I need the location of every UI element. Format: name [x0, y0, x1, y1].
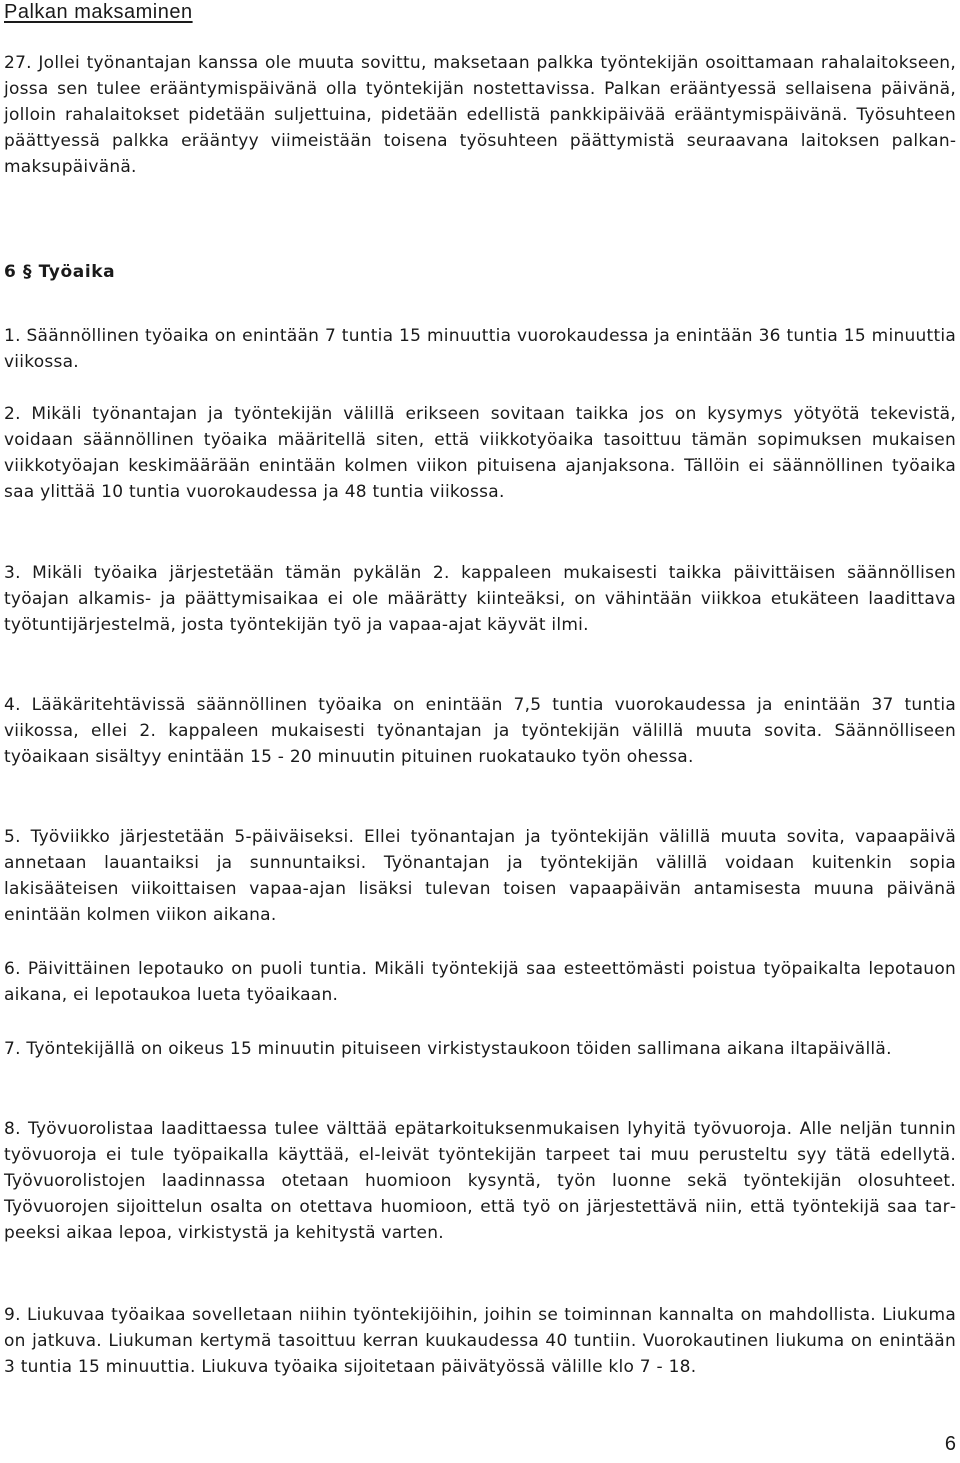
section-symbol: §: [22, 262, 33, 282]
paragraph-3: 3. Mikäli työaika järjestetään tämän pykälän 2. kappaleen mukaisesti taikka päivittäisen säännöllisen työajan alkamis- ja päättymisaikaa ei ole määrätty kiinteäksi, on vähintään viikkoa etukäteen laadittava työtuntijärjestelmä, josta työntekijän työ ja vapaa-ajat käyvät ilmi.: [4, 563, 956, 635]
page-number: 6: [944, 1433, 956, 1455]
paragraph-5: 5. Työviikko järjestetään 5-päiväiseksi. Ellei työnantajan ja työntekijän välillä muuta sovita, vapaapäivä annetaan lauantaiksi ja sunnuntaiksi. Työnantajan ja työntekijän välillä voidaan kuitenkin sopia lakisääteisen viikoittaisen vapaa-ajan lisäksi tulevan toisen vapaapäivän antamisesta muuna päivänä enintään kolmen viikon aikana.: [4, 827, 956, 925]
paragraph-27: 27. Jollei työnantajan kanssa ole muuta sovittu, maksetaan palkka työntekijän osoittamaan rahalaitokseen, jossa sen tulee erääntymispäivänä olla työntekijän nostettavissa. Palkan erääntyessä sellaisena päivänä, jolloin rahalaitokset pidetään suljettuina, pidetään edellistä pankkipäivää erääntymispäivänä. Työsuhteen päättyessä palkka erääntyy viimeistään toisena työsuhteen päättymistä seuraavana laitoksen palkanmaksupäivänä.: [4, 53, 956, 177]
paragraph-8: 8. Työvuorolistaa laadittaessa tulee välttää epätarkoituksenmukaisen lyhyitä työvuoroja. Alle neljän tunnin työvuoroja ei tule työpaikalla käyttää, el-leivät työntekijän tarpeet tai muu perusteltu syy tätä edellytä. Työvuorolistojen laadinnassa otetaan huomioon kysyntä, työn luonne sekä työntekijän olosuhteet. Työvuorojen sijoittelun osalta on otettava huomioon, että työ on järjestettävä niin, että työntekijä saa tarpeeksi aikaa lepoa, virkistystä ja kehitystä varten.: [4, 1119, 956, 1243]
chapter-heading: [4, 259, 115, 285]
chapter-title: Työaika: [38, 262, 116, 282]
paragraph-9: 9. Liukuvaa työaikaa sovelletaan niihin työntekijöihin, joihin se toiminnan kannalta on mahdollista. Liukuma on jatkuva. Liukuman kertymä tasoittuu kerran kuukaudessa 40 tuntiin. Vuorokautinen liukuma on enintään 3 tuntia 15 minuuttia. Liukuva työaika sijoitetaan päivätyössä välille klo 7 - 18.: [4, 1305, 956, 1377]
paragraph-7: 7. Työntekijällä on oikeus 15 minuutin pituiseen virkistystaukoon töiden sallimana aikana iltapäivällä.: [4, 1039, 892, 1059]
paragraph-4: 4. Lääkäritehtävissä säännöllinen työaika on enintään 7,5 tuntia vuorokaudessa ja enintään 37 tuntia viikossa, ellei 2. kappaleen mukaisesti työnantajan ja työntekijän välillä muuta sovita. Säännölliseen työaikaan sisältyy enintään 15 - 20 minuutin pituinen ruokatauko työn ohessa.: [4, 695, 956, 767]
section-heading-palkan-maksaminen: Palkan maksaminen: [4, 1, 193, 23]
paragraph-6: 6. Päivittäinen lepotauko on puoli tuntia. Mikäli työntekijä saa esteettömästi poistua työpaikalta lepotauon aikana, ei lepotaukoa lueta työaikaan.: [4, 959, 956, 1005]
paragraph-2: 2. Mikäli työnantajan ja työntekijän välillä erikseen sovitaan taikka jos on kysymys yötyötä tekevistä, voidaan säännöllinen työaika määritellä siten, että viikkotyöaika tasoittuu tämän sopimuksen mukaisen viikkotyöajan keskimäärään enintään kolmen viikon pituisena ajanjaksona. Tällöin ei säännöllinen työaika saa ylittää 10 tuntia vuorokaudessa ja 48 tuntia viikossa.: [4, 404, 956, 502]
paragraph-1: 1. Säännöllinen työaika on enintään 7 tuntia 15 minuuttia vuorokaudessa ja enintään 36 tuntia 15 minuuttia viikossa.: [4, 326, 956, 372]
chapter-number: 6: [4, 262, 17, 282]
